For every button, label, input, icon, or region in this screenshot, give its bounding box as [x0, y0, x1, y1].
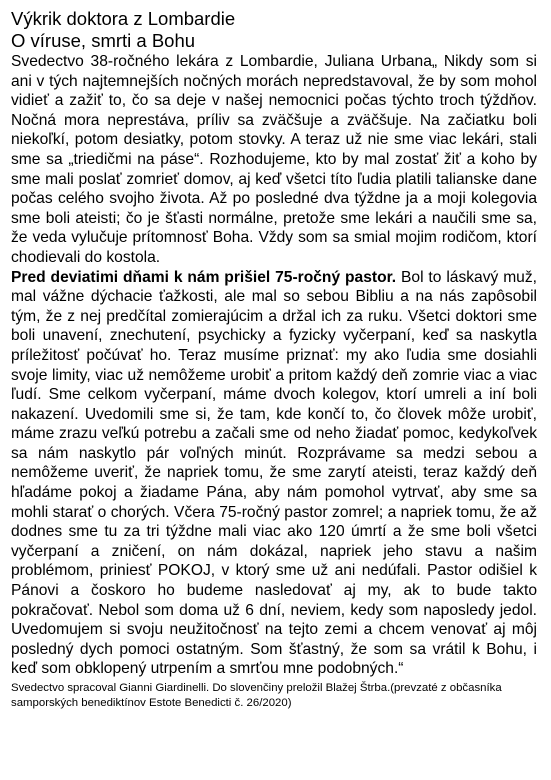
- paragraph-lead-sentence: Pred deviatimi dňami k nám prišiel 75-ročný pastor.: [11, 268, 397, 286]
- article-title: [11, 8, 537, 52]
- paragraph-pastor-text: Bol to láskavý muž, mal vážne dýchacie ťažkosti, ale mal so sebou Bibliu a na nás zapôsobil tým, že z nej predčítal zomierajúcim a držal ich za ruku. Všetci doktori sme boli unavení, znechutení, psychicky a fyzicky vyčerpaní, keď sa naskytla príležitosť počúvať ho. Teraz musíme priznať: my ako ľudia sme dosiahli svoje limity, viac už nemôžeme urobiť a pritom každý deň zomrie viac a viac ľudí. Sme celkom vyčerpaní, máme dvoch kolegov, ktorí umreli a iní boli nakazení. Uvedomili sme si, že tam, kde končí to, čo človek môže urobiť, máme zrazu veľkú potrebu a začali sme od neho žiadať pomoc, kedykoľvek sa nám naskytlo pár voľných minút. Rozprávame sa medzi sebou a nemôžeme uveriť, že napriek tomu, že sme zarytí ateisti, teraz každý deň hľadáme pokoj a žiadame Pána, aby nám pomohol vytrvať, aby sme sa mohli starať o chorých. Včera 75-ročný pastor zomrel; a napriek tomu, že až dodnes sme tu za tri týždne mali viac ako 120 úmrtí a že sme boli všetci vyčerpaní a zničení, on nám dokázal, napriek jeho stavu a našim problémom, priniesť POKOJ, v ktorý sme už ani nedúfali. Pastor odišiel k Pánovi a čoskoro ho budeme nasledovať aj my, ak to bude takto pokračovať. Nebol som doma už 6 dní, neviem, kedy som naposledy jedol. Uvedomujem si svoju neužitočnosť na tejto zemi a chcem venovať aj môj posledný dych pomoci ostatným. Som šťastný, že som sa vrátil k Bohu, i keď som obklopený utrpením a smrťou mne podobných.“: [11, 268, 537, 678]
- paragraph-pastor: [11, 268, 537, 679]
- title-line-1: Výkrik doktora z Lombardie: [11, 8, 236, 29]
- article: [11, 8, 537, 710]
- paragraph-testimony-intro: Svedectvo 38-ročného lekára z Lombardie, Juliana Urbana„ Nikdy som si ani v tých najtemnejších nočných morách nepredstavoval, že by som mohol vidieť a zažiť to, čo sa deje v našej nemocnici počas týchto troch týždňov. Nočná mora neprestáva, príliv sa zväčšuje a zväčšuje. Na začiatku boli niekoľkí, potom desiatky, potom stovky. A teraz už nie sme viac lekári, stali sme sa „triedičmi na páse“. Rozhodujeme, kto by mal zostať žiť a koho by sme mali poslať zomrieť domov, aj keď všetci títo ľudia platili talianske dane počas celého svojho života. Až po posledné dva týždne ja a moji kolegovia sme boli ateisti; čo je šťasti normálne, pretože sme lekári a naučili sme sa, že veda vylučuje prítomnosť Boha. Vždy som sa smial mojim rodičom, ktorí chodievali do kostola.: [11, 53, 537, 266]
- credits-note: Svedectvo spracoval Gianni Giardinelli. Do slovenčiny preložil Blažej Štrba.(prevzaté z občasníka samporských benediktínov Estote Benedicti č. 26/2020): [11, 682, 502, 709]
- title-line-2: O víruse, smrti a Bohu: [11, 30, 196, 51]
